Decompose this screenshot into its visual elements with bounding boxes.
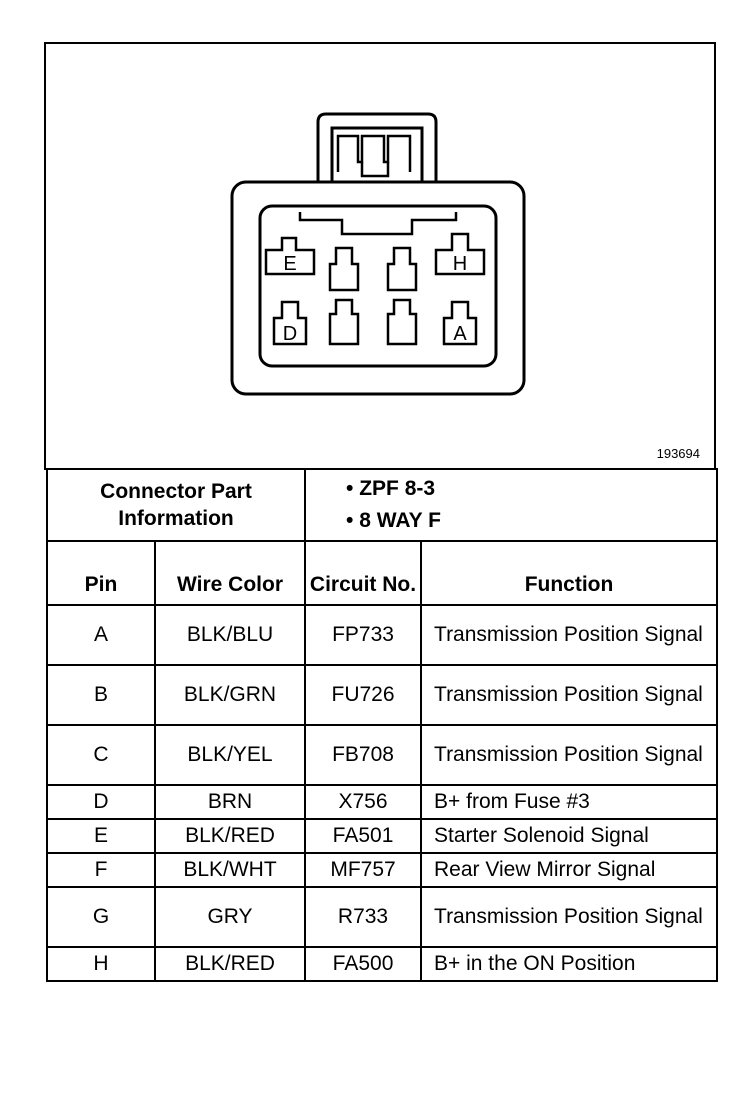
- table-row: [47, 725, 717, 785]
- pin-cell: H: [47, 947, 155, 981]
- wire-color-cell: GRY: [155, 887, 305, 947]
- cavity-label-a: A: [453, 323, 467, 345]
- pin-cell: G: [47, 887, 155, 947]
- connector-info-row: [47, 469, 717, 541]
- pin-cell: E: [47, 819, 155, 853]
- header-circuit-no: Circuit No.: [305, 541, 421, 605]
- table-row: [47, 853, 717, 887]
- cavity-b: [388, 300, 416, 344]
- table-row: [47, 665, 717, 725]
- table-row: [47, 605, 717, 665]
- function-cell: Transmission Position Signal: [421, 665, 717, 725]
- circuit-cell: FU726: [305, 665, 421, 725]
- table-row: [47, 887, 717, 947]
- function-cell: Rear View Mirror Signal: [421, 853, 717, 887]
- table-row: [47, 947, 717, 981]
- wire-color-cell: BLK/WHT: [155, 853, 305, 887]
- table-row: [47, 819, 717, 853]
- circuit-cell: FA500: [305, 947, 421, 981]
- pin-cell: B: [47, 665, 155, 725]
- connector-part-info-label: Connector Part Information: [47, 469, 305, 541]
- connector-part-number: • ZPF 8-3: [346, 477, 436, 500]
- function-cell: Transmission Position Signal: [421, 605, 717, 665]
- wire-color-cell: BLK/YEL: [155, 725, 305, 785]
- circuit-cell: FA501: [305, 819, 421, 853]
- header-function: Function: [421, 541, 717, 605]
- wire-color-cell: BLK/RED: [155, 947, 305, 981]
- table-header-row: [47, 541, 717, 605]
- circuit-cell: MF757: [305, 853, 421, 887]
- connector-part-info-values: [305, 469, 717, 541]
- function-cell: B+ from Fuse #3: [421, 785, 717, 819]
- cavity-label-e: E: [283, 253, 297, 275]
- function-cell: Transmission Position Signal: [421, 725, 717, 785]
- table-row: [47, 785, 717, 819]
- pin-cell: D: [47, 785, 155, 819]
- wire-color-cell: BLK/BLU: [155, 605, 305, 665]
- circuit-cell: FP733: [305, 605, 421, 665]
- circuit-cell: FB708: [305, 725, 421, 785]
- wire-color-cell: BLK/GRN: [155, 665, 305, 725]
- pin-cell: A: [47, 605, 155, 665]
- pin-cell: F: [47, 853, 155, 887]
- pin-cell: C: [47, 725, 155, 785]
- cavity-g-top: [388, 248, 416, 290]
- wire-color-cell: BRN: [155, 785, 305, 819]
- cavity-f-top: [330, 248, 358, 290]
- function-cell: B+ in the ON Position: [421, 947, 717, 981]
- cavity-c: [330, 300, 358, 344]
- header-wire-color: Wire Color: [155, 541, 305, 605]
- function-cell: Transmission Position Signal: [421, 887, 717, 947]
- connector-face-drawing: [46, 44, 714, 470]
- function-cell: Starter Solenoid Signal: [421, 819, 717, 853]
- figure-id: 193694: [656, 446, 700, 461]
- header-pin: Pin: [47, 541, 155, 605]
- connector-type: • 8 WAY F: [346, 509, 441, 532]
- connector-pinout-table: [46, 468, 718, 982]
- circuit-cell: X756: [305, 785, 421, 819]
- connector-sheet: [44, 42, 714, 1012]
- wire-color-cell: BLK/RED: [155, 819, 305, 853]
- cavity-label-h: H: [452, 253, 468, 275]
- circuit-cell: R733: [305, 887, 421, 947]
- cavity-label-d: D: [282, 323, 298, 345]
- connector-figure-frame: [44, 42, 716, 470]
